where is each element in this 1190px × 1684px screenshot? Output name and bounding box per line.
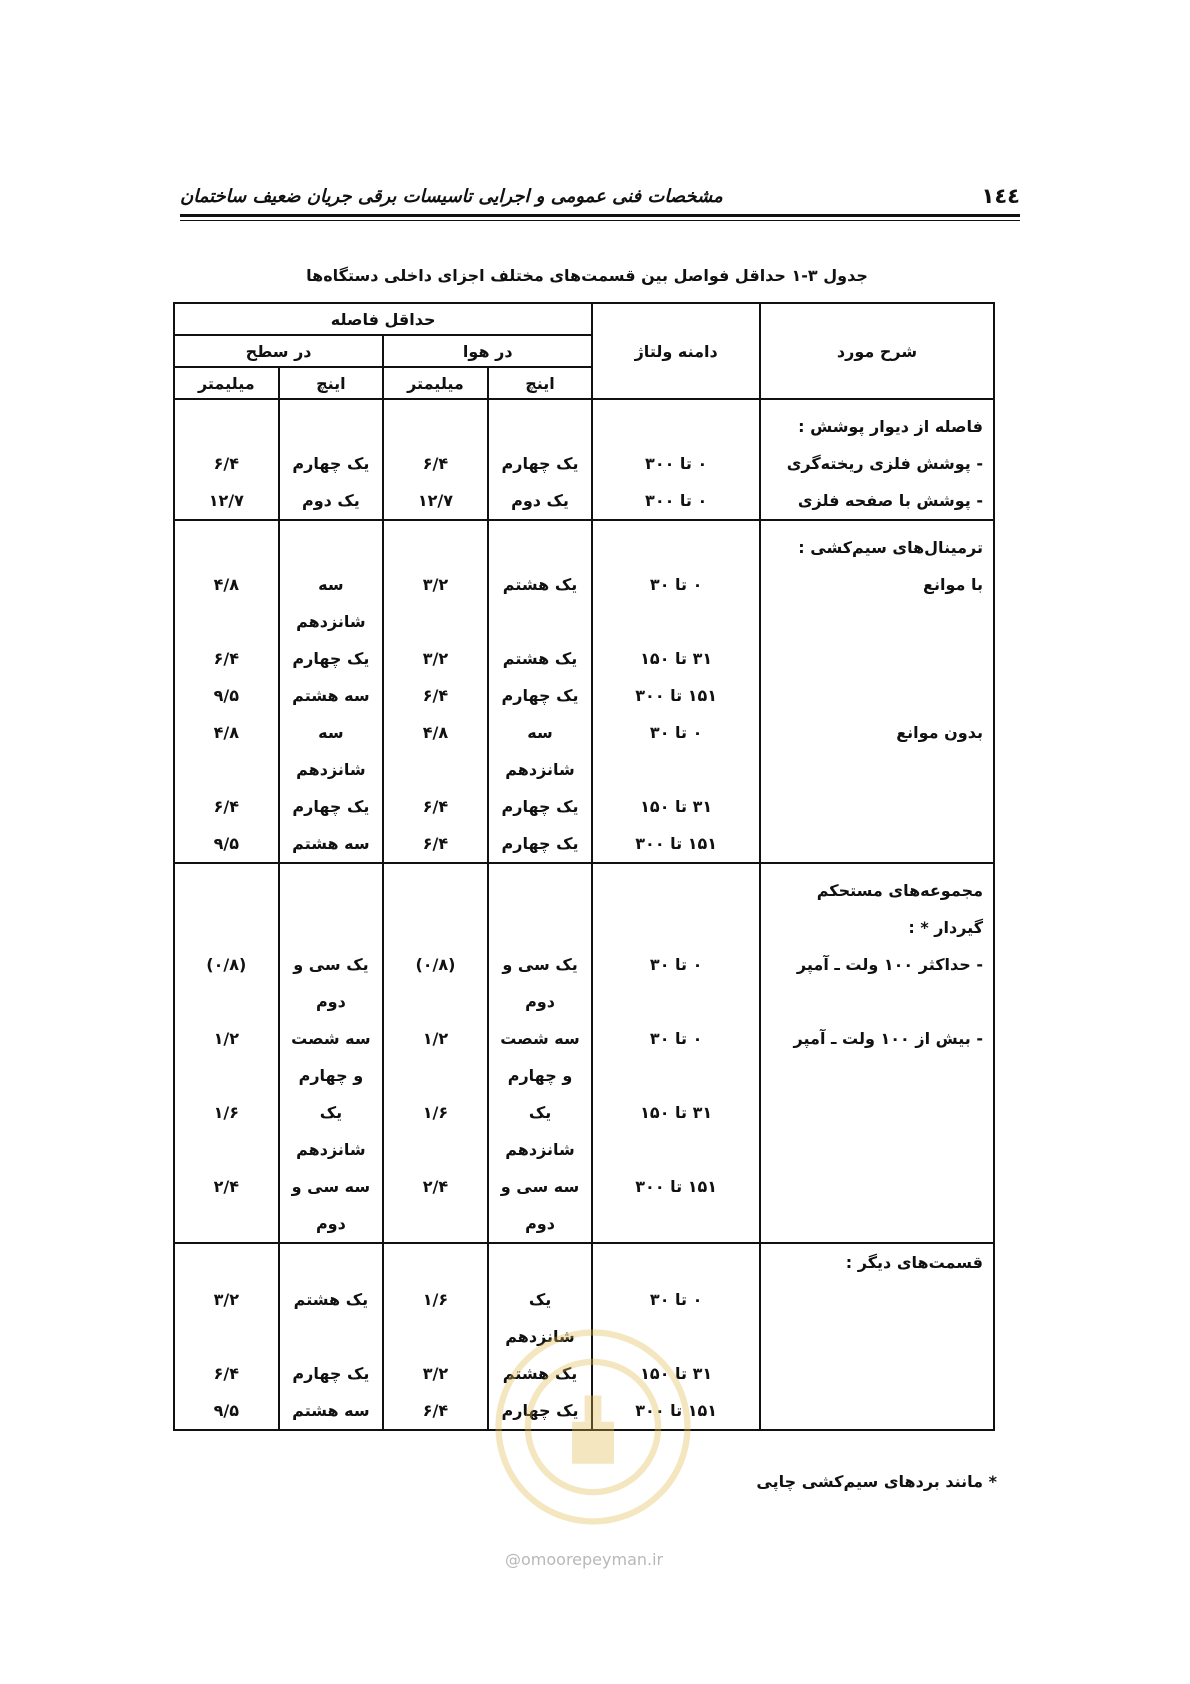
row-description xyxy=(760,1168,994,1205)
row-air-mm: ۱/۲ xyxy=(383,1020,488,1057)
table-row xyxy=(174,1094,994,1131)
row-description xyxy=(760,640,994,677)
row-surface-inch xyxy=(279,408,384,445)
row-air-mm xyxy=(383,1318,488,1355)
table-row xyxy=(174,1020,994,1057)
row-surface-mm xyxy=(174,1243,279,1281)
row-air-inch: دوم xyxy=(488,983,593,1020)
row-description xyxy=(760,863,994,872)
table-row xyxy=(174,909,994,946)
table-row xyxy=(174,946,994,983)
row-air-mm: ۲/۴ xyxy=(383,1168,488,1205)
row-air-mm xyxy=(383,520,488,529)
table-row xyxy=(174,863,994,872)
table-row xyxy=(174,1168,994,1205)
row-air-inch: و چهارم xyxy=(488,1057,593,1094)
row-voltage: ۱۵۱ تا ۳۰۰ xyxy=(592,825,760,863)
row-surface-mm xyxy=(174,983,279,1020)
row-air-mm: ۶/۴ xyxy=(383,788,488,825)
watermark-url: @omoorepeyman.ir xyxy=(505,1550,664,1569)
row-air-inch: یک چهارم xyxy=(488,677,593,714)
row-surface-inch: سه سی و xyxy=(279,1168,384,1205)
row-voltage: ۳۱ تا ۱۵۰ xyxy=(592,1355,760,1392)
row-surface-mm: ۶/۴ xyxy=(174,1355,279,1392)
table-body xyxy=(174,399,994,1430)
row-description: مجموعه‌های مستحکم xyxy=(760,872,994,909)
row-description xyxy=(760,788,994,825)
row-air-inch xyxy=(488,909,593,946)
row-air-inch: یک دوم xyxy=(488,482,593,520)
row-air-mm: ۱/۶ xyxy=(383,1094,488,1131)
row-air-inch: شانزدهم xyxy=(488,1131,593,1168)
row-air-inch xyxy=(488,863,593,872)
table-row xyxy=(174,714,994,751)
row-air-mm: ۶/۴ xyxy=(383,445,488,482)
row-voltage: ۰ تا ۳۰ xyxy=(592,1281,760,1318)
row-voltage: ۰ تا ۳۰۰ xyxy=(592,445,760,482)
row-description xyxy=(760,1318,994,1355)
row-surface-inch: یک چهارم xyxy=(279,788,384,825)
row-description xyxy=(760,1355,994,1392)
row-surface-inch: سه شصت xyxy=(279,1020,384,1057)
row-surface-inch: یک سی و xyxy=(279,946,384,983)
table-row xyxy=(174,1205,994,1243)
row-surface-mm: (۰/۸) xyxy=(174,946,279,983)
row-air-inch: سه شصت xyxy=(488,1020,593,1057)
row-air-inch: شانزدهم xyxy=(488,1318,593,1355)
row-surface-inch xyxy=(279,520,384,529)
row-air-inch xyxy=(488,399,593,408)
row-description: - پوشش با صفحه فلزی xyxy=(760,482,994,520)
header-rule-thick xyxy=(180,214,1020,217)
row-voltage: ۳۱ تا ۱۵۰ xyxy=(592,1094,760,1131)
row-air-mm: ۴/۸ xyxy=(383,714,488,751)
row-description: با موانع xyxy=(760,566,994,603)
distances-table xyxy=(173,302,995,1431)
header-min-distance: حداقل فاصله xyxy=(174,303,592,335)
footnote: * مانند بردهای سیم‌کشی چاپی xyxy=(756,1472,997,1491)
row-air-mm: ۶/۴ xyxy=(383,1392,488,1430)
row-description xyxy=(760,1094,994,1131)
table-row xyxy=(174,983,994,1020)
table-row xyxy=(174,872,994,909)
row-air-inch: شانزدهم xyxy=(488,751,593,788)
row-surface-mm xyxy=(174,1057,279,1094)
row-surface-inch xyxy=(279,909,384,946)
row-air-inch: یک چهارم xyxy=(488,788,593,825)
row-description xyxy=(760,1281,994,1318)
row-voltage xyxy=(592,983,760,1020)
row-air-inch: یک سی و xyxy=(488,946,593,983)
row-surface-inch: دوم xyxy=(279,983,384,1020)
row-surface-mm: ۴/۸ xyxy=(174,714,279,751)
row-air-inch: یک xyxy=(488,1281,593,1318)
row-description xyxy=(760,1057,994,1094)
row-surface-inch xyxy=(279,399,384,408)
row-description: - پوشش فلزی ریخته‌گری xyxy=(760,445,994,482)
header-in-air: در هوا xyxy=(383,335,592,367)
row-description xyxy=(760,1392,994,1430)
row-surface-inch: سه هشتم xyxy=(279,677,384,714)
row-air-mm xyxy=(383,983,488,1020)
header-air-inch: اینچ xyxy=(488,367,593,399)
row-air-mm xyxy=(383,909,488,946)
table-row xyxy=(174,529,994,566)
row-surface-inch: سه هشتم xyxy=(279,1392,384,1430)
row-air-mm xyxy=(383,603,488,640)
row-voltage xyxy=(592,529,760,566)
row-air-mm xyxy=(383,751,488,788)
header-on-surface: در سطح xyxy=(174,335,383,367)
row-description: ترمینال‌های سیم‌کشی : xyxy=(760,529,994,566)
row-voltage xyxy=(592,872,760,909)
row-surface-mm xyxy=(174,751,279,788)
row-voltage: ۳۱ تا ۱۵۰ xyxy=(592,788,760,825)
row-air-inch xyxy=(488,529,593,566)
row-air-mm: ۱/۶ xyxy=(383,1281,488,1318)
row-description: قسمت‌های دیگر : xyxy=(760,1243,994,1281)
table-row xyxy=(174,445,994,482)
row-air-mm xyxy=(383,1205,488,1243)
table-row xyxy=(174,566,994,603)
row-description: - حداکثر ۱۰۰ ولت ـ آمپر xyxy=(760,946,994,983)
row-air-inch xyxy=(488,520,593,529)
row-surface-mm xyxy=(174,872,279,909)
row-surface-mm xyxy=(174,863,279,872)
row-surface-inch: یک هشتم xyxy=(279,1281,384,1318)
running-title: مشخصات فنی عمومی و اجرایی تاسیسات برقی جریان ضعیف ساختمان xyxy=(180,186,723,207)
row-voltage xyxy=(592,751,760,788)
row-description xyxy=(760,520,994,529)
watermark-building-icon xyxy=(572,1396,614,1464)
row-description: گیردار * : xyxy=(760,909,994,946)
page-number: ١٤٤ xyxy=(981,184,1020,208)
row-surface-inch: شانزدهم xyxy=(279,603,384,640)
row-surface-mm: ۴/۸ xyxy=(174,566,279,603)
row-surface-inch: یک چهارم xyxy=(279,1355,384,1392)
row-air-mm: (۰/۸) xyxy=(383,946,488,983)
row-air-inch xyxy=(488,872,593,909)
row-air-inch: یک چهارم xyxy=(488,445,593,482)
row-description xyxy=(760,751,994,788)
table-row xyxy=(174,1057,994,1094)
table-row xyxy=(174,482,994,520)
row-surface-mm: ۶/۴ xyxy=(174,445,279,482)
row-surface-mm: ۶/۴ xyxy=(174,640,279,677)
row-air-inch: یک هشتم xyxy=(488,566,593,603)
row-voltage xyxy=(592,399,760,408)
row-voltage xyxy=(592,408,760,445)
row-air-inch: سه سی و xyxy=(488,1168,593,1205)
row-surface-mm: ۲/۴ xyxy=(174,1168,279,1205)
row-description xyxy=(760,1205,994,1243)
header-surface-mm: میلیمتر xyxy=(174,367,279,399)
row-description xyxy=(760,983,994,1020)
table-row xyxy=(174,640,994,677)
row-description xyxy=(760,603,994,640)
row-voltage xyxy=(592,1131,760,1168)
row-surface-inch: و چهارم xyxy=(279,1057,384,1094)
row-voltage: ۰ تا ۳۰ xyxy=(592,946,760,983)
row-air-mm: ۳/۲ xyxy=(383,640,488,677)
row-surface-mm: ۱/۲ xyxy=(174,1020,279,1057)
table-caption: جدول ۳-۱ حداقل فواصل بین قسمت‌های مختلف اجزای داخلی دستگاه‌ها xyxy=(306,266,868,285)
row-voltage xyxy=(592,520,760,529)
row-description xyxy=(760,399,994,408)
row-voltage: ۰ تا ۳۰۰ xyxy=(592,482,760,520)
row-air-mm: ۶/۴ xyxy=(383,677,488,714)
row-surface-mm: ۳/۲ xyxy=(174,1281,279,1318)
row-air-inch: سه xyxy=(488,714,593,751)
row-surface-mm xyxy=(174,1318,279,1355)
row-voltage: ۱۵۱ تا ۳۰۰ xyxy=(592,677,760,714)
row-voltage xyxy=(592,863,760,872)
row-voltage: ۱۵۱ تا ۳۰۰ xyxy=(592,1168,760,1205)
row-description xyxy=(760,1131,994,1168)
row-air-mm: ۶/۴ xyxy=(383,825,488,863)
row-description xyxy=(760,677,994,714)
row-voltage xyxy=(592,1057,760,1094)
row-description: بدون موانع xyxy=(760,714,994,751)
header-air-mm: میلیمتر xyxy=(383,367,488,399)
row-voltage: ۱۵۱ تا ۳۰۰ xyxy=(592,1392,760,1430)
row-voltage xyxy=(592,909,760,946)
row-air-mm xyxy=(383,399,488,408)
row-surface-mm xyxy=(174,520,279,529)
table-row xyxy=(174,408,994,445)
row-air-mm: ۳/۲ xyxy=(383,1355,488,1392)
row-surface-inch xyxy=(279,529,384,566)
row-air-inch: یک هشتم xyxy=(488,640,593,677)
row-surface-inch: یک xyxy=(279,1094,384,1131)
row-voltage: ۰ تا ۳۰ xyxy=(592,1020,760,1057)
row-voltage: ۳۱ تا ۱۵۰ xyxy=(592,640,760,677)
row-surface-mm xyxy=(174,1205,279,1243)
table-row xyxy=(174,751,994,788)
table-row xyxy=(174,399,994,408)
row-surface-inch xyxy=(279,1318,384,1355)
row-surface-inch: یک دوم xyxy=(279,482,384,520)
row-voltage: ۰ تا ۳۰ xyxy=(592,566,760,603)
row-air-mm xyxy=(383,529,488,566)
table-row xyxy=(174,1243,994,1281)
table-row xyxy=(174,603,994,640)
row-surface-inch: شانزدهم xyxy=(279,751,384,788)
row-air-inch: یک xyxy=(488,1094,593,1131)
row-air-mm: ۱۲/۷ xyxy=(383,482,488,520)
row-surface-inch: یک چهارم xyxy=(279,445,384,482)
row-surface-mm xyxy=(174,529,279,566)
row-surface-mm: ۹/۵ xyxy=(174,825,279,863)
header-surface-inch: اینچ xyxy=(279,367,384,399)
table-row xyxy=(174,1131,994,1168)
row-air-inch xyxy=(488,1243,593,1281)
header-voltage: دامنه ولتاژ xyxy=(592,303,760,399)
row-air-mm xyxy=(383,1131,488,1168)
row-surface-mm xyxy=(174,408,279,445)
row-air-inch xyxy=(488,408,593,445)
row-surface-inch: سه xyxy=(279,566,384,603)
row-description xyxy=(760,825,994,863)
row-air-mm xyxy=(383,872,488,909)
row-surface-inch: دوم xyxy=(279,1205,384,1243)
row-surface-mm: ۹/۵ xyxy=(174,677,279,714)
row-surface-inch: سه هشتم xyxy=(279,825,384,863)
row-air-inch: یک هشتم xyxy=(488,1355,593,1392)
row-surface-inch xyxy=(279,1243,384,1281)
row-voltage xyxy=(592,603,760,640)
row-surface-mm: ۱/۶ xyxy=(174,1094,279,1131)
watermark-seal xyxy=(488,1322,698,1532)
row-surface-inch xyxy=(279,872,384,909)
row-air-mm xyxy=(383,408,488,445)
table-row xyxy=(174,788,994,825)
row-air-mm xyxy=(383,1243,488,1281)
row-air-inch: یک چهارم xyxy=(488,1392,593,1430)
row-surface-mm: ۱۲/۷ xyxy=(174,482,279,520)
row-surface-mm xyxy=(174,1131,279,1168)
row-air-inch: دوم xyxy=(488,1205,593,1243)
row-air-mm: ۳/۲ xyxy=(383,566,488,603)
row-surface-mm xyxy=(174,399,279,408)
row-air-mm xyxy=(383,1057,488,1094)
row-voltage xyxy=(592,1205,760,1243)
table-row xyxy=(174,677,994,714)
row-surface-inch: یک چهارم xyxy=(279,640,384,677)
row-voltage: ۰ تا ۳۰ xyxy=(592,714,760,751)
header-rule-thin xyxy=(180,220,1020,221)
row-surface-mm: ۶/۴ xyxy=(174,788,279,825)
table-row xyxy=(174,825,994,863)
row-air-inch: یک چهارم xyxy=(488,825,593,863)
row-surface-mm xyxy=(174,603,279,640)
row-surface-inch: سه xyxy=(279,714,384,751)
row-description: - بیش از ۱۰۰ ولت ـ آمپر xyxy=(760,1020,994,1057)
table-row xyxy=(174,520,994,529)
row-surface-mm: ۹/۵ xyxy=(174,1392,279,1430)
row-air-inch xyxy=(488,603,593,640)
header-description: شرح مورد xyxy=(760,303,994,399)
row-surface-mm xyxy=(174,909,279,946)
row-surface-inch xyxy=(279,863,384,872)
row-surface-inch: شانزدهم xyxy=(279,1131,384,1168)
row-air-mm xyxy=(383,863,488,872)
row-description: فاصله از دیوار پوشش : xyxy=(760,408,994,445)
table-row xyxy=(174,1281,994,1318)
page-header xyxy=(180,176,1020,212)
row-voltage xyxy=(592,1243,760,1281)
